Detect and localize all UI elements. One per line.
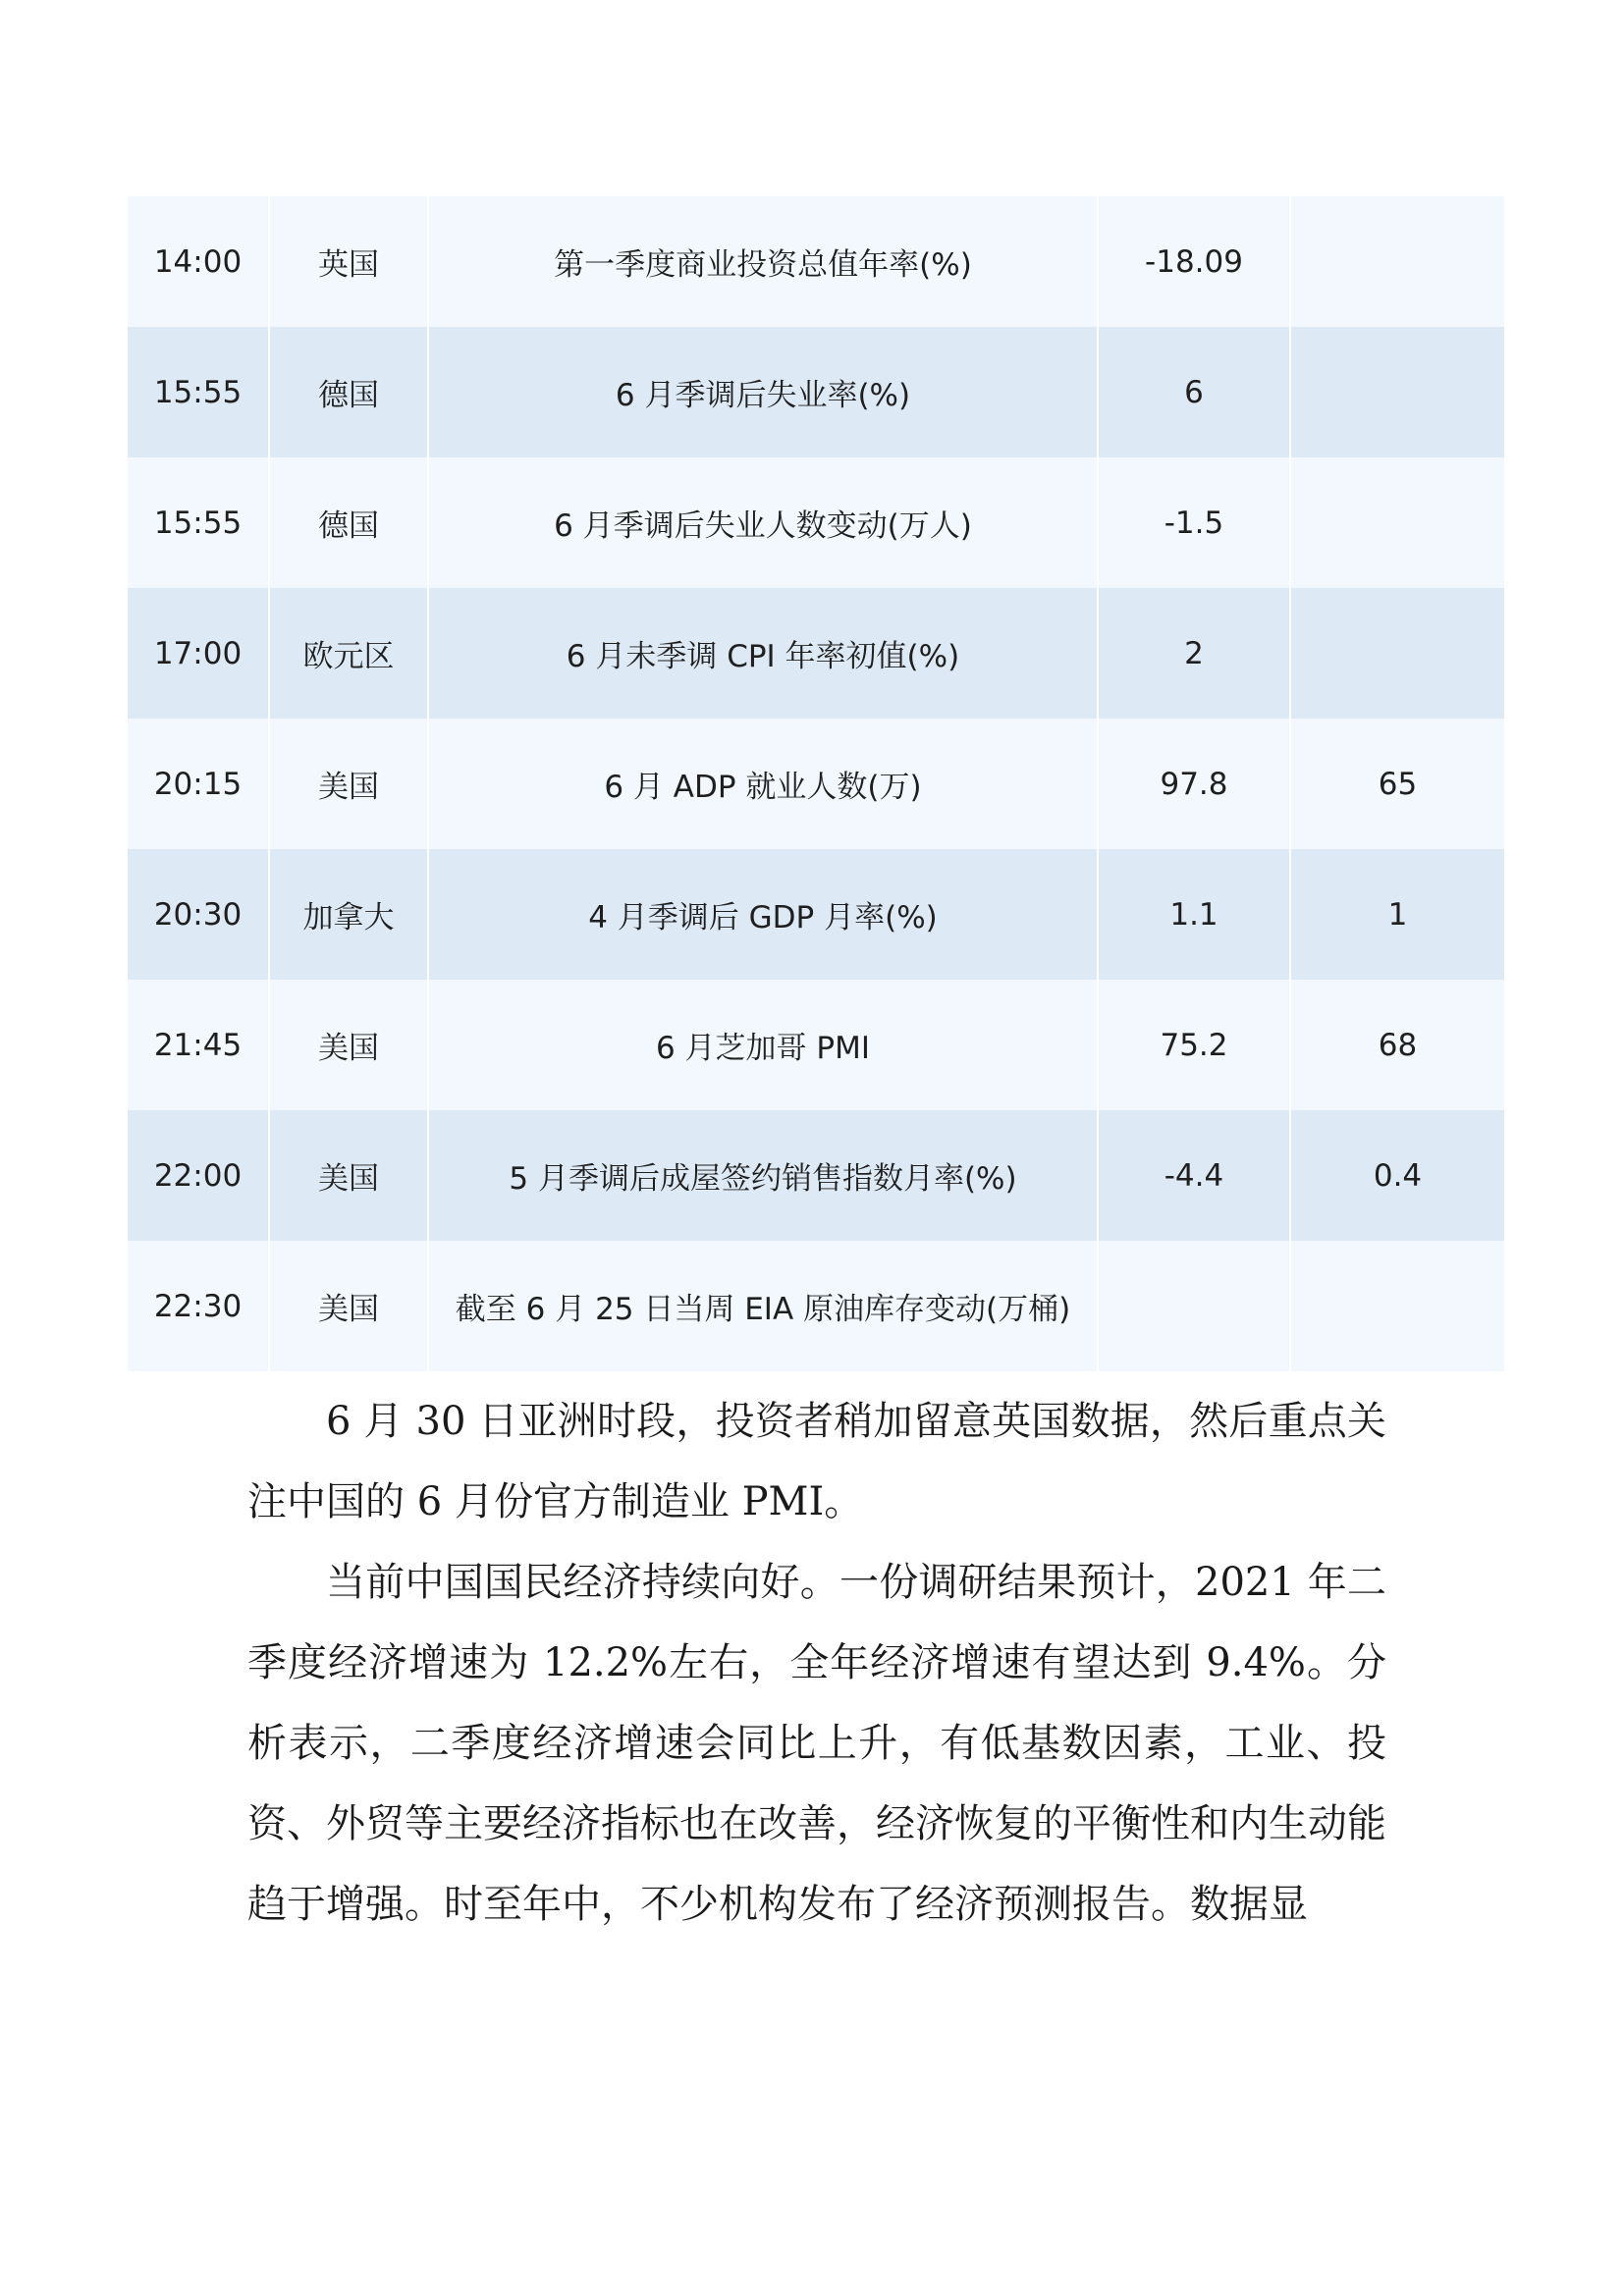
forecast-value-cell: 0.4	[1290, 1110, 1504, 1241]
forecast-value-cell	[1290, 457, 1504, 588]
country-cell: 德国	[269, 327, 428, 457]
forecast-value-cell	[1290, 1241, 1504, 1371]
previous-value-cell: -18.09	[1098, 196, 1290, 327]
previous-value-cell: 6	[1098, 327, 1290, 457]
event-cell: 5 月季调后成屋签约销售指数月率(%)	[428, 1110, 1098, 1241]
forecast-value-cell	[1290, 588, 1504, 719]
table-row	[128, 588, 1504, 719]
previous-value-cell	[1098, 1241, 1290, 1371]
time-cell: 15:55	[128, 457, 269, 588]
forecast-value-cell: 68	[1290, 980, 1504, 1110]
event-cell: 第一季度商业投资总值年率(%)	[428, 196, 1098, 327]
forecast-value-cell: 1	[1290, 849, 1504, 980]
body-paragraph: 6 月 30 日亚洲时段，投资者稍加留意英国数据，然后重点关注中国的 6 月份官方制造业 PMI。	[247, 1399, 1386, 1524]
previous-value-cell: -4.4	[1098, 1110, 1290, 1241]
time-cell: 20:30	[128, 849, 269, 980]
country-cell: 德国	[269, 457, 428, 588]
forecast-value-cell: 65	[1290, 719, 1504, 849]
event-cell: 6 月未季调 CPI 年率初值(%)	[428, 588, 1098, 719]
previous-value-cell: 1.1	[1098, 849, 1290, 980]
table-row	[128, 719, 1504, 849]
country-cell: 美国	[269, 1110, 428, 1241]
time-cell: 21:45	[128, 980, 269, 1110]
previous-value-cell: 2	[1098, 588, 1290, 719]
time-cell: 22:00	[128, 1110, 269, 1241]
table-row	[128, 980, 1504, 1110]
event-cell: 截至 6 月 25 日当周 EIA 原油库存变动(万桶)	[428, 1241, 1098, 1371]
country-cell: 英国	[269, 196, 428, 327]
event-cell: 6 月季调后失业率(%)	[428, 327, 1098, 457]
body-paragraph: 当前中国国民经济持续向好。一份调研结果预计，2021 年二季度经济增速为 12.2%左右，全年经济增速有望达到 9.4%。分析表示，二季度经济增速会同比上升，有低基数因素，工业、投资、外贸等主要经济指标也在改善，经济恢复的平衡性和内生动能趋于增强。时至年中，不少机构发布了经济预测报告。数据显	[247, 1560, 1386, 1927]
time-cell: 15:55	[128, 327, 269, 457]
previous-value-cell: 75.2	[1098, 980, 1290, 1110]
table-row	[128, 1241, 1504, 1371]
table-row	[128, 196, 1504, 327]
time-cell: 14:00	[128, 196, 269, 327]
table-row	[128, 457, 1504, 588]
event-cell: 6 月 ADP 就业人数(万)	[428, 719, 1098, 849]
country-cell: 加拿大	[269, 849, 428, 980]
forecast-value-cell	[1290, 196, 1504, 327]
country-cell: 美国	[269, 1241, 428, 1371]
forecast-value-cell	[1290, 327, 1504, 457]
economic-calendar-table	[128, 196, 1504, 1371]
event-cell: 6 月芝加哥 PMI	[428, 980, 1098, 1110]
country-cell: 美国	[269, 719, 428, 849]
table-row	[128, 1110, 1504, 1241]
previous-value-cell: 97.8	[1098, 719, 1290, 849]
time-cell: 20:15	[128, 719, 269, 849]
country-cell: 欧元区	[269, 588, 428, 719]
previous-value-cell: -1.5	[1098, 457, 1290, 588]
event-cell: 4 月季调后 GDP 月率(%)	[428, 849, 1098, 980]
time-cell: 22:30	[128, 1241, 269, 1371]
table-row	[128, 327, 1504, 457]
economic-calendar-table-wrapper	[128, 196, 1504, 1371]
event-cell: 6 月季调后失业人数变动(万人)	[428, 457, 1098, 588]
table-row	[128, 849, 1504, 980]
time-cell: 17:00	[128, 588, 269, 719]
country-cell: 美国	[269, 980, 428, 1110]
article-body	[247, 1381, 1386, 1945]
